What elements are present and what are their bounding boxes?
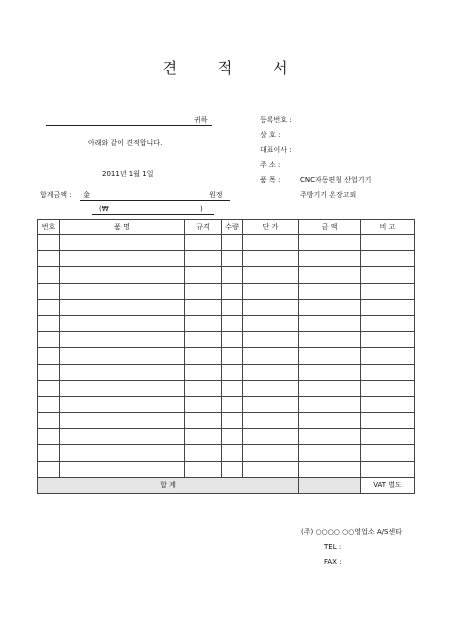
won-amount-line	[92, 214, 214, 215]
table-row	[38, 299, 415, 315]
table-cell	[38, 299, 60, 315]
table-cell	[38, 235, 60, 251]
table-cell	[361, 445, 415, 461]
table-cell	[243, 445, 299, 461]
table-cell	[38, 348, 60, 364]
footer-company: (주) ○○○○ ○○영업소 A/S센타	[301, 528, 402, 536]
header-spec: 규격	[185, 220, 222, 235]
total-prefix: 金	[83, 191, 90, 199]
table-row	[38, 348, 415, 364]
table-cell	[243, 380, 299, 396]
table-cell	[38, 380, 60, 396]
table-row	[38, 461, 415, 477]
table-cell	[60, 396, 185, 412]
table-cell	[38, 283, 60, 299]
table-cell	[185, 267, 222, 283]
table-cell	[38, 332, 60, 348]
table-cell	[243, 283, 299, 299]
won-close: )	[200, 205, 203, 213]
table-cell	[361, 364, 415, 380]
table-cell	[299, 283, 361, 299]
table-cell	[361, 380, 415, 396]
recipient-line	[46, 125, 212, 126]
table-cell	[361, 315, 415, 331]
table-cell	[38, 364, 60, 380]
table-cell	[299, 396, 361, 412]
table-cell	[185, 396, 222, 412]
table-row	[38, 445, 415, 461]
table-cell	[299, 332, 361, 348]
table-row	[38, 413, 415, 429]
table-cell	[361, 461, 415, 477]
table-cell	[222, 315, 243, 331]
footer-fax: FAX :	[324, 558, 342, 566]
table-cell	[222, 461, 243, 477]
table-cell	[38, 445, 60, 461]
table-row	[38, 283, 415, 299]
table-cell	[243, 315, 299, 331]
table-cell	[243, 332, 299, 348]
table-cell	[38, 461, 60, 477]
table-cell	[222, 364, 243, 380]
table-cell	[60, 283, 185, 299]
document-title: 견 적 서	[162, 59, 306, 77]
won-open: (₩	[99, 205, 109, 213]
items-line-2: 주방기기 온장고외	[300, 191, 357, 199]
table-cell	[185, 315, 222, 331]
table-cell	[185, 429, 222, 445]
header-number: 번호	[38, 220, 60, 235]
total-label: 합계금액 :	[40, 191, 72, 199]
table-row	[38, 332, 415, 348]
table-cell	[185, 299, 222, 315]
table-cell	[38, 413, 60, 429]
table-row	[38, 315, 415, 331]
table-cell	[185, 283, 222, 299]
table-cell	[222, 396, 243, 412]
table-cell	[222, 299, 243, 315]
table-row	[38, 429, 415, 445]
table-cell	[38, 429, 60, 445]
table-cell	[243, 267, 299, 283]
table-cell	[222, 429, 243, 445]
table-cell	[361, 283, 415, 299]
table-cell	[299, 267, 361, 283]
date-text: 2011년 1월 1일	[102, 170, 154, 178]
table-cell	[299, 445, 361, 461]
table-cell	[60, 267, 185, 283]
table-cell	[243, 299, 299, 315]
table-cell	[361, 348, 415, 364]
table-cell	[60, 299, 185, 315]
vat-note: VAT 별도	[361, 477, 415, 493]
table-cell	[243, 348, 299, 364]
total-amount-line	[80, 200, 230, 201]
quote-table	[37, 219, 415, 494]
table-cell	[243, 235, 299, 251]
table-row	[38, 267, 415, 283]
table-cell	[222, 332, 243, 348]
table-cell	[185, 445, 222, 461]
table-cell	[60, 364, 185, 380]
ceo-label: 대표이사 :	[260, 146, 292, 154]
table-cell	[299, 235, 361, 251]
table-cell	[361, 332, 415, 348]
table-cell	[60, 348, 185, 364]
address-label: 주 소 :	[260, 161, 281, 169]
table-cell	[185, 251, 222, 267]
table-cell	[243, 413, 299, 429]
table-cell	[185, 461, 222, 477]
table-cell	[185, 332, 222, 348]
table-row	[38, 396, 415, 412]
table-row	[38, 251, 415, 267]
table-row	[38, 380, 415, 396]
table-cell	[222, 283, 243, 299]
table-cell	[299, 429, 361, 445]
table-cell	[185, 380, 222, 396]
table-cell	[222, 413, 243, 429]
table-cell	[60, 235, 185, 251]
table-cell	[222, 445, 243, 461]
table-cell	[361, 413, 415, 429]
items-line-1: CNC자동편칭 산업기기	[300, 176, 372, 184]
header-amount: 금 액	[299, 220, 361, 235]
table-cell	[299, 461, 361, 477]
header-item-name: 품 명	[60, 220, 185, 235]
sum-amount-cell	[299, 477, 361, 493]
header-quantity: 수량	[222, 220, 243, 235]
table-cell	[361, 396, 415, 412]
table-cell	[38, 315, 60, 331]
table-cell	[222, 380, 243, 396]
table-cell	[299, 364, 361, 380]
table-header-row	[38, 220, 415, 235]
table-cell	[361, 429, 415, 445]
table-cell	[185, 364, 222, 380]
items-label: 품 목 :	[260, 176, 281, 184]
table-cell	[185, 348, 222, 364]
table-cell	[60, 251, 185, 267]
table-cell	[185, 235, 222, 251]
recipient-suffix: 귀하	[194, 116, 208, 124]
table-cell	[361, 251, 415, 267]
table-row	[38, 235, 415, 251]
table-cell	[299, 315, 361, 331]
table-cell	[38, 267, 60, 283]
table-cell	[299, 348, 361, 364]
table-cell	[243, 251, 299, 267]
table-cell	[299, 251, 361, 267]
footer-tel: TEL :	[324, 543, 342, 551]
table-cell	[361, 267, 415, 283]
table-cell	[60, 461, 185, 477]
table-cell	[38, 251, 60, 267]
header-remarks: 비 고	[361, 220, 415, 235]
table-cell	[361, 235, 415, 251]
intro-text: 아래와 같이 견적합니다.	[88, 139, 163, 147]
table-cell	[38, 396, 60, 412]
reg-number-label: 등록번호 :	[260, 116, 292, 124]
table-cell	[185, 413, 222, 429]
table-cell	[299, 299, 361, 315]
table-cell	[60, 445, 185, 461]
table-cell	[60, 332, 185, 348]
total-suffix: 원정	[209, 191, 223, 199]
table-row	[38, 364, 415, 380]
table-cell	[299, 380, 361, 396]
table-cell	[299, 413, 361, 429]
table-cell	[243, 396, 299, 412]
table-cell	[222, 235, 243, 251]
table-cell	[243, 461, 299, 477]
header-unit-price: 단 가	[243, 220, 299, 235]
table-cell	[60, 429, 185, 445]
table-cell	[361, 299, 415, 315]
table-cell	[243, 429, 299, 445]
table-cell	[60, 413, 185, 429]
company-name-label: 상 호 :	[260, 131, 281, 139]
sum-label: 합 계	[38, 477, 299, 493]
table-cell	[222, 348, 243, 364]
table-cell	[243, 364, 299, 380]
sum-row	[38, 477, 415, 493]
table-cell	[222, 251, 243, 267]
table-cell	[60, 315, 185, 331]
table-cell	[60, 380, 185, 396]
table-cell	[222, 267, 243, 283]
